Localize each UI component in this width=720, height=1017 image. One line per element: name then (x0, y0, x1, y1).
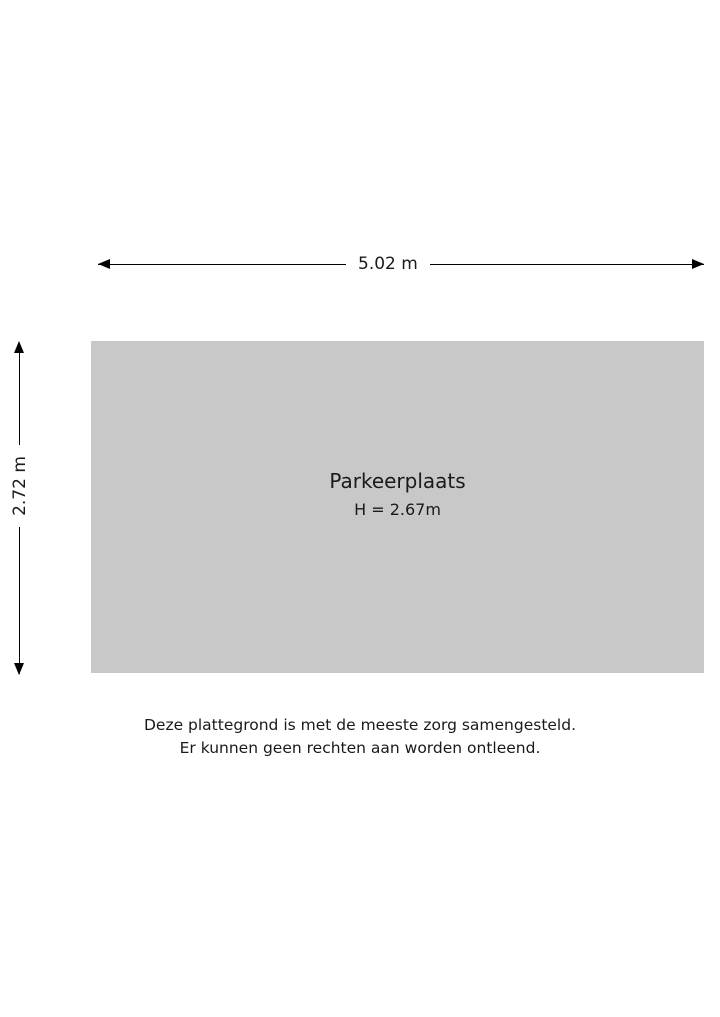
room-name-label: Parkeerplaats (329, 469, 466, 493)
height-arrow-down-icon (14, 663, 24, 675)
width-dimension-label: 5.02 m (346, 251, 430, 277)
disclaimer-line-1: Deze plattegrond is met de meeste zorg samengesteld. (143, 716, 577, 734)
disclaimer-line-2: Er kunnen geen rechten aan worden ontleend. (179, 739, 541, 757)
room-label-group (91, 466, 704, 524)
width-arrow-left-icon (98, 259, 110, 269)
height-dimension-label: 2.72 m (1, 445, 39, 527)
disclaimer-text (0, 714, 720, 760)
room-height-label: H = 2.67m (354, 500, 441, 519)
width-arrow-right-icon (692, 259, 704, 269)
height-arrow-up-icon (14, 341, 24, 353)
